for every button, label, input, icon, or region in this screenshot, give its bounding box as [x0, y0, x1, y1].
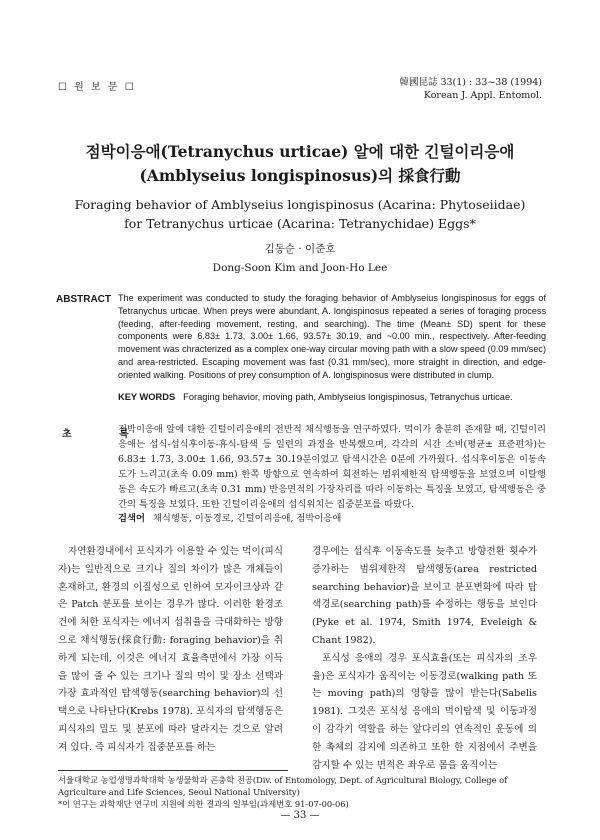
journal-citation-en: Korean J. Appl. Entomol. — [423, 90, 542, 101]
keywords-label: KEY WORDS — [118, 392, 176, 402]
checkbox-icon: ☐ — [124, 82, 136, 93]
journal-citation — [399, 76, 542, 102]
korean-keywords-text: 채식행동, 이동경로, 긴털이리응애, 점박이응애 — [152, 513, 342, 524]
korean-keywords — [118, 510, 341, 524]
title-english — [0, 195, 600, 233]
footnote-affiliation: 서울대학교 농업생명과학대학 농생물학과 곤충학 전공(Div. of Entomology, Dept. of Agricultural Biology, College of Agriculture and Life Sciences, Seoul National University) — [58, 775, 508, 797]
title-korean — [0, 140, 600, 188]
footnote-divider — [58, 770, 288, 771]
abstract-label: ABSTRACT — [56, 294, 111, 305]
body-right-column — [312, 543, 537, 774]
abstract-text: The experiment was conducted to study the foraging behavior of Amblyseius longispinosus for eggs of Tetranychus urticae. When preys were abundant, A. longispinosus repeated a series of foraging process (feeding, after-feeding movement, resting, and searching). The time (Mean± SD) spent for these components were 6.83± 1.73, 3.00± 1.66, 93.57± 30.19, and ~0.00 min., respectively. After-feeding movement was chracterized as a complex one-way circular moving path with a slow speed (0.09 mm/sec) and area-restricted. Escaping movement was fast (0.31 mm/sec), more straight in direction, and edge-oriented walking. Positions of prey consumption of A. longispinosus were distributed in clump. — [118, 293, 546, 380]
footnote-funding: *이 연구는 과학재단 연구비 지원에 의한 결과의 일부임(과제번호 91-07-00-06) — [58, 799, 349, 809]
korean-abstract-label: 초 록 — [62, 429, 151, 440]
authors-korean: 김동순 · 이준호 — [264, 243, 336, 255]
korean-keywords-label: 검색어 — [118, 513, 145, 524]
keywords — [118, 392, 558, 402]
title-english-line2: for Tetranychus urticae (Acarina: Tetranychidae) Eggs* — [124, 216, 476, 231]
article-type-text: 원 보 문 — [74, 82, 120, 93]
authors-english: Dong-Soon Kim and Joon-Ho Lee — [212, 262, 388, 274]
title-korean-line1: 점박이응애(Tetranychus urticae) 알에 대한 긴털이리응애 — [85, 142, 515, 161]
body-left-column: 자연환경내에서 포식자가 이용할 수 있는 먹이(피식자)는 일반적으로 크기나 질의 차이가 많은 개체들이 혼재하고, 환경의 이질성으로 인하여 모자이크상과 같은 Patch 분포를 보이는 경우가 많다. 이러한 환경조건에 처한 포식자는 에너지 섭취율을 극대화하는 방향으로 채식행동(採食行動: foraging behavior)을 취하게 되는데, 이것은 에너지 효율측면에서 가장 이득을 많이 줄 수 있는 크기나 질의 먹이 및 장소 선택과 가장 효과적인 탐색행동(searching behavior)의 선택으로 나타난다(Krebs 1978). 포식자의 탐색행동은 피식자의 밀도 및 분포에 따라 달라지는 것으로 알려져 있다. 즉 피식자가 집중분포를 하는 — [58, 546, 283, 753]
title-english-line1: Foraging behavior of Amblyseius longispinosus (Acarina: Phytoseiidae) — [74, 197, 526, 212]
page-number: — 33 — — [280, 810, 320, 821]
footnotes — [58, 774, 548, 810]
checkbox-icon: ☐ — [58, 82, 69, 93]
journal-citation-ko: 韓國昆誌 33(1) : 33~38 (1994) — [399, 77, 542, 88]
body-paragraph: 포식성 응애의 경우 포식효율(또는 피식자의 조우율)은 포식자가 움직이는 이동경로(walking path 또는 moving path)의 영향을 많이 받는다(Sabelis 1981). 그것은 포식성 응애의 먹이탐색 및 이동과정이 감각기 역할을 하는 앞다리의 연속적인 운동에 의한 촉체의 감지에 의존하고 또한 한 지점에서 주변을 감지할 수 있는 면적은 좌우로 몸을 움직이는 — [312, 652, 537, 771]
keywords-text: Foraging behavior, moving path, Amblyseius longispinosus, Tetranychus urticae. — [183, 392, 513, 402]
title-korean-line2: (Amblyseius longispinosus)의 採食行動 — [139, 166, 461, 185]
korean-abstract-text: 점박이응애 알에 대한 긴털이리응애의 전반적 채식행동을 연구하였다. 먹이가 충분히 존재할 때, 긴털이리응애는 섭식-섭식후이동-휴식-탐색 등 일련의 과정을 반복했으며, 각각의 시간 소비(평균± 표준편차)는 6.83± 1.73, 3.00± 1.66, 93.57± 30.19분이었고 탐색시간은 0분에 가까웠다. 섭식후이동은 이동속도가 느리고(초속 0.09 mm) 한쪽 방향으로 연속하여 회전하는 범위제한적 탐색행동을 보였으며 이탈행동은 속도가 빠르고(초속 0.31 mm) 반응면적의 가장자리를 따라 이동하는 특징을 보였고, 탐색행동은 중간의 특징을 보였다. 또한 긴털이리응애의 섭식위치는 집중분포를 따랐다. — [118, 424, 546, 510]
article-type-label — [58, 78, 136, 93]
authors — [0, 240, 600, 278]
body-paragraph: 경우에는 섭식후 이동속도를 늦추고 방향전환 횟수가 증가하는 범위제한적 탐색행동(area restricted searching behavior)을 보이고 분포변화에 따라 탐색경로(searching path)를 수정하는 행동을 보인다(Pyke et al. 1974, Smith 1974, Eveleigh & Chant 1982). — [312, 546, 537, 646]
